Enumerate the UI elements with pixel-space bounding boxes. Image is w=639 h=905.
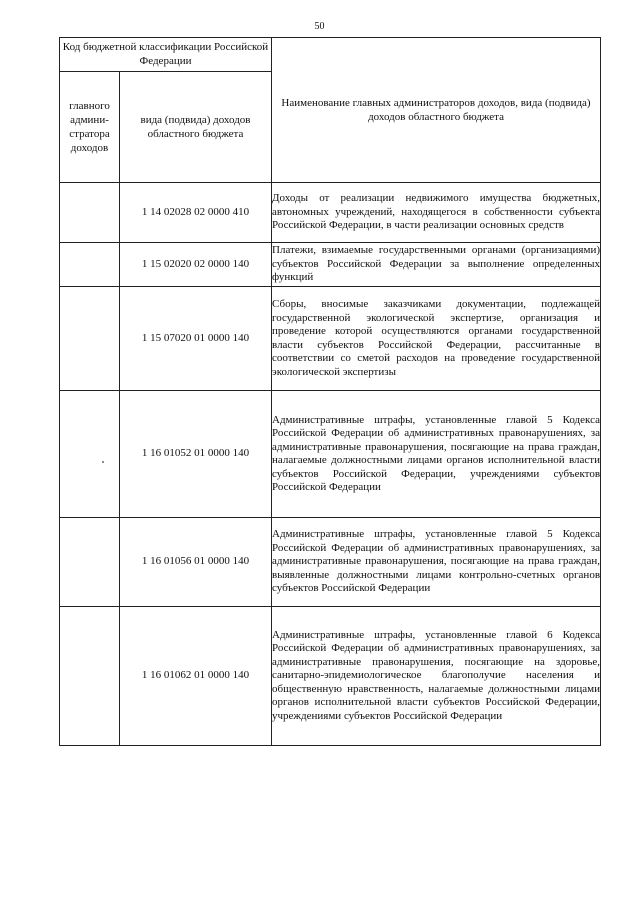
- income-code-cell: 1 15 07020 01 0000 140: [120, 287, 272, 391]
- income-code-cell: 1 16 01052 01 0000 140: [120, 391, 272, 518]
- table-row: [60, 518, 601, 607]
- budget-classification-table: [59, 37, 601, 746]
- income-code-cell: 1 14 02028 02 0000 410: [120, 183, 272, 243]
- table-row: [60, 391, 601, 518]
- income-code-cell: 1 16 01062 01 0000 140: [120, 607, 272, 746]
- table-row: [60, 607, 601, 746]
- admin-code-cell: [60, 391, 120, 518]
- income-name-cell: Сборы, вносимые заказчиками документации, подлежащей государственной экологической экспертизе, организация и проведение которой осуществляются органами государственной власти субъектов Российской Федерации, рассчитанные в соответствии со сметой расходов на проведение государственной экологической экспертизы: [272, 287, 601, 391]
- admin-code-cell: [60, 243, 120, 287]
- header-admin-line: доходов: [70, 142, 109, 154]
- header-admin-line: стратора: [69, 128, 110, 140]
- header-admin-line: админи-: [70, 114, 109, 126]
- header-admin-line: главного: [69, 100, 110, 112]
- admin-code-cell: [60, 183, 120, 243]
- income-name-cell: Административные штрафы, установленные главой 5 Кодекса Российской Федерации об административных правонарушениях, за административные правонарушения, посягающие на права граждан, налагаемые должностными лицами органов исполнительной власти субъектов Российской Федерации, учреждениями субъектов Российской Федерации: [272, 391, 601, 518]
- income-name-cell: Административные штрафы, установленные главой 5 Кодекса Российской Федерации об административных правонарушениях, за административные правонарушения, посягающие на права граждан, выявленные должностными лицами контрольно-счетных органов субъектов Российской Федерации: [272, 518, 601, 607]
- income-name-cell: Административные штрафы, установленные главой 6 Кодекса Российской Федерации об административных правонарушениях, за административные правонарушения, посягающие на здоровье, санитарно-эпидемиологическое благополучие населения и общественную нравственность, налагаемые должностными лицами органов исполнительной власти субъектов Российской Федерации, учреждениями субъектов Российской Федерации: [272, 607, 601, 746]
- page-number: 50: [314, 21, 325, 32]
- table-row: [60, 183, 601, 243]
- admin-code-cell: [60, 287, 120, 391]
- admin-code-cell: [60, 607, 120, 746]
- scan-speck: [102, 461, 104, 463]
- income-name-cell: Платежи, взимаемые государственными органами (организациями) субъектов Российской Федерации за выполнение определенных функций: [272, 243, 601, 287]
- income-code-cell: 1 16 01056 01 0000 140: [120, 518, 272, 607]
- admin-code-cell: [60, 518, 120, 607]
- header-income-type: вида (подвида) доходов областного бюджета: [120, 72, 272, 183]
- header-code-group: Код бюджетной классификации Российской Федерации: [60, 38, 272, 72]
- table-row: [60, 287, 601, 391]
- income-code-cell: 1 15 02020 02 0000 140: [120, 243, 272, 287]
- header-name: Наименование главных администраторов доходов, вида (подвида) доходов областного бюджета: [272, 38, 601, 183]
- header-admin: [60, 72, 120, 183]
- table-row: [60, 243, 601, 287]
- income-name-cell: Доходы от реализации недвижимого имущества бюджетных, автономных учреждений, находящегося в собственности субъекта Российской Федерации, в части реализации основных средств: [272, 183, 601, 243]
